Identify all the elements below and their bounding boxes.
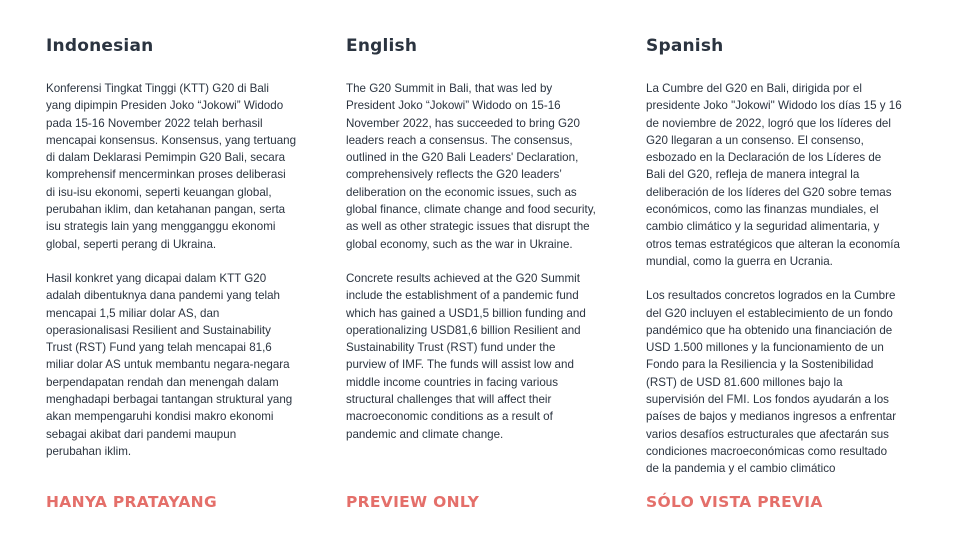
column-heading-indonesian: Indonesian [46, 36, 154, 56]
column-heading-english: English [346, 36, 418, 56]
paragraph-indonesian-2: Hasil konkret yang dicapai dalam KTT G20 adalah dibentuknya dana pandemi yang telah mencapai 1,5 miliar dolar AS, dan operasionalisasi Resilient and Sustainability Trust (RST) Fund yang telah mencapai 81,6 miliar dolar AS untuk membantu negara-negara berpendapatan rendah dan menengah dalam menghadapi berbagai tantangan struktural yang akan mempengaruhi kondisi makro ekonomi sebagai akibat dari pandemi maupun perubahan iklim. [46, 271, 293, 458]
column-spanish [646, 36, 926, 478]
preview-label-spanish: SÓLO VISTA PREVIA [646, 493, 823, 511]
column-indonesian [46, 36, 326, 460]
paragraph-spanish-1: La Cumbre del G20 en Bali, dirigida por el presidente Joko "Jokowi" Widodo los días 15 y 16 de noviembre de 2022, logró que los líderes del G20 llegaran a un consenso. El consenso, esbozado en la Declaración de los Líderes de Bali del G20, refleja de manera integral la deliberación de los líderes del G20 sobre temas económicos, como las finanzas mundiales, el cambio climático y la seguridad alimentaria, y otros temas estratégicos que alteran la economía mundial, como la guerra en Ucrania. [646, 82, 902, 268]
column-english [346, 36, 626, 443]
paragraph-indonesian-1: Konferensi Tingkat Tinggi (KTT) G20 di Bali yang dipimpin Presiden Joko “Jokowi” Widodo pada 15-16 November 2022 telah berhasil mencapai konsensus. Konsensus, yang tertuang di dalam Deklarasi Pemimpin G20 Bali, secara komprehensif mencerminkan proses deliberasi di isu-isu ekonomi, seperti keuangan global, perubahan iklim, dan ketahanan pangan, serta isu strategis lain yang mengganggu ekonomi global, seperti perang di Ukraina. [46, 82, 297, 251]
column-heading-spanish: Spanish [646, 36, 724, 56]
paragraph-spanish-2: Los resultados concretos logrados en la Cumbre del G20 incluyen el establecimiento de un fondo pandémico que ha obtenido una financiación de USD 1.500 millones y la funcionamiento de un Fondo para la Resiliencia y la Sostenibilidad (RST) de USD 81.600 millones bajo la supervisión del FMI. Los fondos ayudarán a los países de bajos y medianos ingresos a enfrentar varios desafíos estructurales que afectarán sus condiciones macroeconómicas como resultado de la pandemia y el cambio climático [646, 289, 897, 476]
paragraph-english-2: Concrete results achieved at the G20 Summit include the establishment of a pandemic fund which has gained a USD1,5 billion funding and operationalizing USD81,6 billion Resilient and Sustainability Trust (RST) fund under the purview of IMF. The funds will assist low and middle income countries in facing various structural challenges that will affect their macroeconomic conditions as a result of pandemic and climate change. [346, 271, 586, 441]
paragraph-english-1: The G20 Summit in Bali, that was led by President Joko “Jokowi” Widodo on 15-16 November 2022, has succeeded to bring G20 leaders reach a consensus. The consensus, outlined in the G20 Bali Leaders' Declaration, comprehensively reflects the G20 leaders’ deliberation on the economic issues, such as global finance, climate change and food security, as well as other strategic issues that disrupt the global economy, such as the war in Ukraine. [346, 82, 596, 251]
preview-label-english: PREVIEW ONLY [346, 493, 480, 511]
preview-label-indonesian: HANYA PRATAYANG [46, 493, 217, 511]
